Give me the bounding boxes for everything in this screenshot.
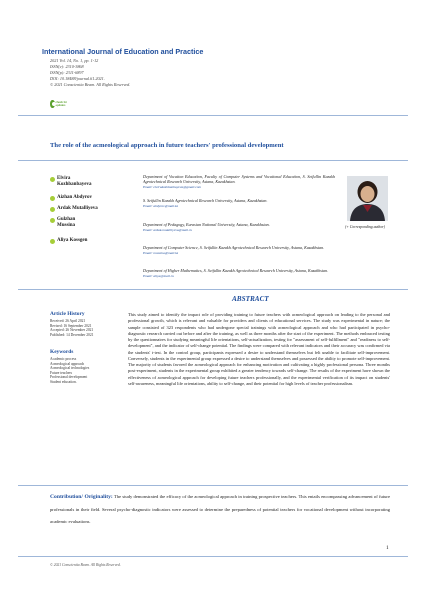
author-5[interactable] [50, 238, 87, 244]
keyword: Acmeological technologies [50, 366, 90, 371]
author-4[interactable] [50, 217, 75, 229]
keyword: Student education. [50, 379, 77, 384]
orcid-icon[interactable] [50, 207, 55, 212]
affiliation-divider [18, 289, 408, 290]
keyword: Acmeological approach [50, 361, 85, 366]
title-divider [18, 160, 408, 161]
header-divider [18, 115, 408, 116]
keywords-list [50, 357, 89, 385]
contribution-label: Contribution/ Originality: [50, 494, 113, 500]
corresponding-author-caption: (+ Corresponding author) [345, 225, 385, 229]
issn-e: ISSN(e): 2310-3868 [50, 64, 84, 69]
article-history-heading: Article History [50, 311, 85, 317]
history-received: Received: 26 April 2021 [50, 319, 86, 323]
paper-title: The role of the acmeological approach in future teachers' professional development [50, 142, 284, 149]
keyword: Professional development [50, 375, 88, 380]
affiliation-1 [143, 174, 335, 190]
check-updates-icon [50, 100, 55, 108]
author-4-name-cont: Mussina [57, 223, 76, 228]
issn-p: ISSN(p): 2311-6897 [50, 70, 84, 75]
author-2[interactable] [50, 195, 92, 201]
affiliation-3-text: Department of Pedagogy, Eurasian National University, Astana, Kazakhstan. [143, 222, 270, 227]
affiliation-4-email[interactable]: Email: mussina@mail.kz [143, 250, 179, 255]
affiliation-5 [143, 268, 335, 279]
affiliation-5-text: Department of Higher Mathematics, S. Seifullin Kazakh Agrotechnical Research University, Astana, Kazakhstan. [143, 268, 329, 273]
affiliation-2 [143, 198, 335, 209]
author-4-name: Gulzhan [57, 217, 76, 222]
keyword: Academic process [50, 357, 77, 361]
contribution-paragraph [50, 491, 390, 529]
author-3[interactable] [50, 206, 98, 212]
affiliation-3 [143, 222, 335, 233]
corresponding-author-photo [347, 176, 388, 221]
affiliation-4-text: Department of Computer Science, S. Seifullin Kazakh Agrotechnical Research University, Astana, Kazakhstan. [143, 245, 325, 250]
check-updates-label: check for updates [55, 101, 68, 107]
article-history-list [50, 319, 93, 337]
footer-copyright: © 2021 Conscientia Beam. All Rights Reserved. [50, 563, 121, 567]
journal-name[interactable]: International Journal of Education and Practice [42, 47, 204, 56]
orcid-icon[interactable] [50, 177, 55, 182]
author-3-name: Ardak Mutalliyeva [57, 206, 98, 211]
affiliation-2-email[interactable]: Email: abdyrov@mail.kz [143, 203, 178, 208]
abstract-text: This study aimed to identify the impact role of providing training to future teachers with acmeological approach on leading to the personal and professional growth, which is relevant and valuable for providers and clients of educational services. The study was experimental in nature; the sample consisted of 323 respondents who had undergone special trainings with acmeological approach and who had participated in psycho-diagnostic research carried out before and after the training, as well as three months after the start of the experiment. The methods embraced testing by the questionnaires for studying meaningful life orientations, self-actualization, testing for "assessment of self-fulfillment" and "readiness to self-development", and the indicator of self-change potential. The findings were compared with relevant indicators and their accuracy was confirmed via the students' t-test. In the control group, participants expressed a desire to understand themselves but felt unable to facilitate self-improvement. Conversely, students in the experimental group expressed a desire to understand themselves and possessed the ability to promote self-improvement. The majority of students favored the acmeological approach for enhancing motivation and cultivating a highly professional persona. Three months post-experiment, students in the experimental group exhibited a greater tendency towards self-change. The results of the experiment have shown the effectiveness of acmeological approach for developing future teachers professionally, and the experimental verification of its impact on students' self-awareness, meaningful life orientations, ability to self-change, and their potential for high levels of teacher professionalism. [128, 312, 390, 386]
affiliation-5-email[interactable]: Email: aliya@mail.ru [143, 273, 174, 278]
orcid-icon[interactable] [50, 196, 55, 201]
author-2-name: Aizhan Abdyrov [57, 195, 93, 200]
keywords-heading: Keywords [50, 349, 74, 355]
page-number: 1 [386, 545, 389, 551]
author-1-name-cont: Kozhbanbayeva [57, 182, 92, 187]
orcid-icon[interactable] [50, 218, 55, 223]
abstract-divider [18, 485, 408, 486]
orcid-icon[interactable] [50, 239, 55, 244]
footer-divider [18, 556, 408, 557]
doi[interactable]: DOI: 10.18488/journal.61.2021. [50, 76, 105, 81]
keyword: Future teachers [50, 370, 73, 375]
history-revised: Revised: 16 September 2021 [50, 323, 92, 328]
author-1-name: Elvira [57, 176, 71, 181]
abstract-heading: ABSTRACT [232, 295, 269, 303]
affiliation-1-text: Department of Vocation Education, Faculty of Computer Systems and Vocational Education, S. Seifullin Kazakh Agrotechnical Research University, Astana, Kazakhstan. [143, 174, 335, 185]
history-accepted: Accepted: 26 November 2021 [50, 328, 94, 333]
affiliation-3-email[interactable]: Email: ardak.mutalliyeva@mail.ru [143, 227, 193, 232]
journal-volume: 2021 Vol. 14, No. 1, pp. 1-12 [50, 58, 99, 63]
author-5-name: Aliya Kossgen [57, 238, 88, 243]
history-published: Published: 14 December 2021 [50, 332, 94, 337]
affiliation-1-email[interactable]: Email: elvirakozhbanbayeva@gmail.com [143, 185, 202, 190]
affiliation-2-text: S. Seifullin Kazakh Agrotechnical Research University, Astana, Kazakhstan. [143, 198, 268, 203]
author-1[interactable] [50, 176, 91, 188]
contribution-text: The study demonstrated the efficacy of the acmeological approach in training prospective teachers. This entails encompassing advancement of future professionals in their field. Several psycho-diagnostic indicators were assessed to determine the preparedness of potential teachers for vocational development without incorporating academic evaluations. [50, 494, 390, 525]
affiliation-4 [143, 245, 335, 256]
journal-copyright: © 2021 Conscientia Beam. All Rights Reserved. [50, 82, 131, 87]
check-for-updates-badge[interactable] [50, 99, 68, 109]
